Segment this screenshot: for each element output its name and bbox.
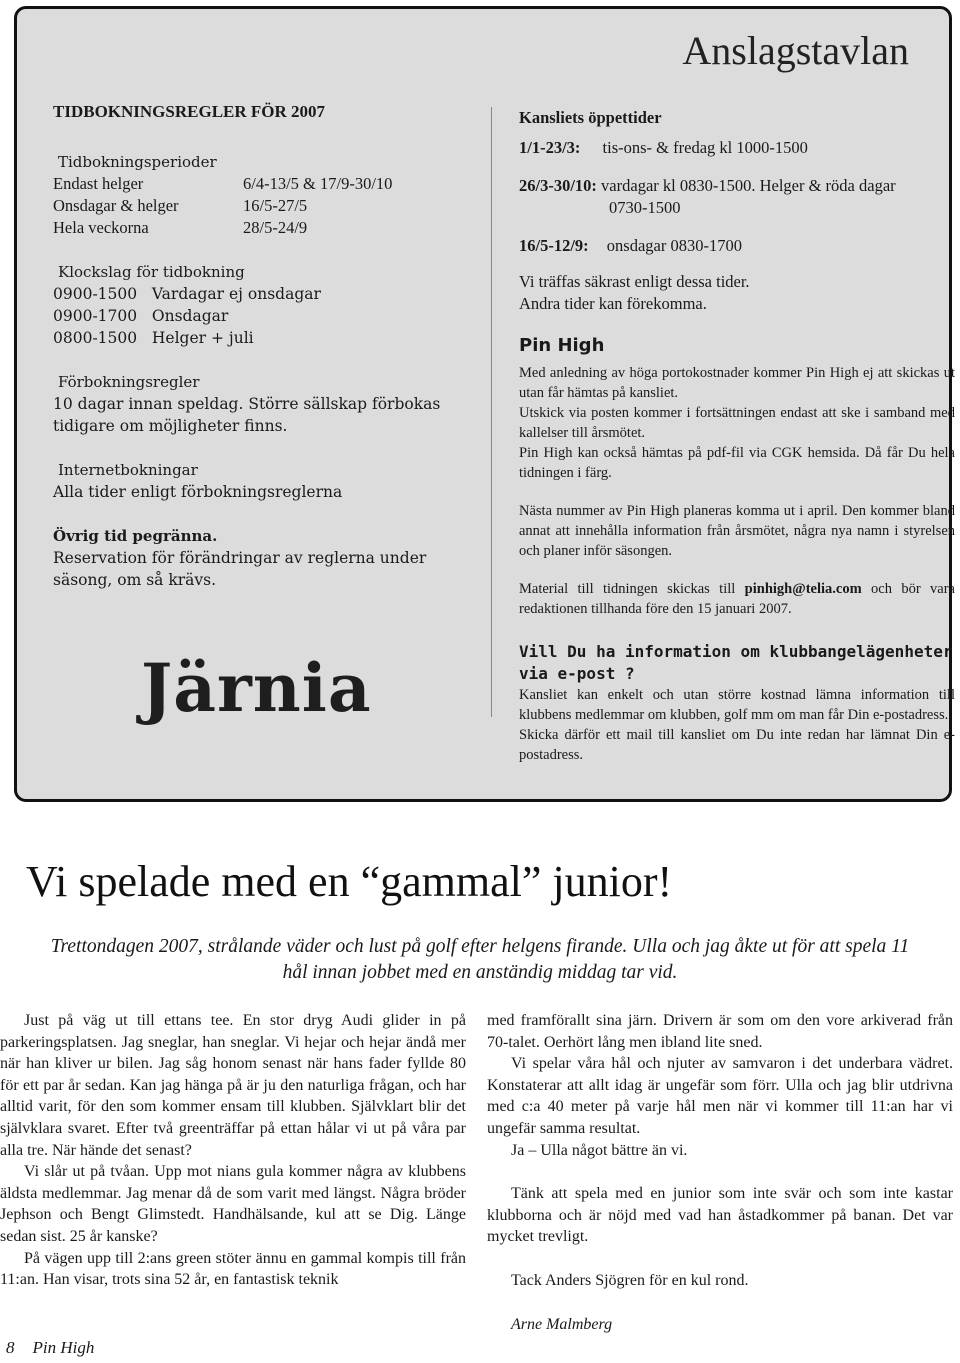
other-time xyxy=(53,525,478,591)
article-paragraph: Just på väg ut till ettans tee. En stor dryg Audi glider in på parkeringsplatsen. Jag sneglar, han sneglar. Vi hejar och hejar ändå mer när han kliver ur bilen. Jag såg honom senast när hans fader fyllde 80 för ett par år sedan. Kan jag hänga på är ju den naturliga frågan, och har alltid varit, för den som kommer ensam till klubben. Självklart blir det självklara svaret. Efter två greenträffar på ettan hålar vi ut på våra par alla tre. När hände det senast? xyxy=(0,1012,466,1159)
period-label: Hela veckorna xyxy=(53,218,149,237)
article-title: Vi spelade med en “gammal” junior! xyxy=(26,857,673,906)
period-row xyxy=(53,195,478,217)
booking-rules-column xyxy=(53,101,478,613)
period-label: Endast helger xyxy=(53,174,144,193)
office-hours-row xyxy=(519,175,955,197)
article-lead: Trettondagen 2007, strålande väder och lust på golf efter helgens firande. Ulla och jag åkte ut för att spela 11 hål innan jobbet med en anständig middag tar vid. xyxy=(50,936,910,983)
prebooking-heading: Förbokningsregler xyxy=(58,373,200,391)
pin-high-heading: Pin High xyxy=(519,335,605,356)
pin-high-text: Pin High kan också hämtas på pdf-fil via CGK hemsida. Då får Du hela tidningen i färg. xyxy=(519,445,955,481)
article-signature: Arne Malmberg xyxy=(511,1315,613,1333)
jarnia-logo: Järnia xyxy=(141,649,372,727)
epost-text: Kansliet kan enkelt och utan större kostnad lämna information till klubbens medlemmar om klubben, golf mm om man får Din e-postadress. xyxy=(519,687,955,723)
office-hours-row xyxy=(519,235,955,257)
pin-high-material xyxy=(519,579,955,619)
board-title: Anslagstavlan xyxy=(682,28,909,73)
booking-times-heading: Klockslag för tidbokning xyxy=(58,263,245,281)
time-line: 0900-1500 Vardagar ej onsdagar xyxy=(53,285,321,303)
page-number: 8 xyxy=(6,1338,15,1357)
office-hours-text: tis-ons- & fredag kl 1000-1500 xyxy=(602,138,808,157)
article-paragraph: Vi spelar våra hål och njuter av samvaron i det underbara vädret. Konstaterar att allt idag är ungefär som förr. Ulla och jag blir utdrivna med c:a 40 meter på varje hål men när vi kommer till 11:an har vi ungefär samma resultat. xyxy=(487,1055,953,1137)
booking-rules-heading: TIDBOKNINGSREGLER FÖR 2007 xyxy=(53,102,326,121)
period-value: 6/4-13/5 & 17/9-30/10 xyxy=(243,174,393,193)
internet-booking-heading: Internetbokningar xyxy=(58,461,198,479)
time-line: 0900-1700 Onsdagar xyxy=(53,307,229,325)
office-hours-heading: Kansliets öppettider xyxy=(519,108,662,127)
office-hours-date: 26/3-30/10: xyxy=(519,176,597,195)
booking-periods xyxy=(53,151,478,239)
article-paragraph: Vi slår ut på tvåan. Upp mot nians gula kommer några av klubbens äldsta medlemmar. Jag menar då de som varit med längst. Några bröder Jephson och Bengt Glimstedt. Handhälsande, kul att se Dig. Länge sedan sist. 25 år kanske? xyxy=(0,1163,466,1245)
other-time-text: Reservation för förändringar av reglerna under säsong, om så krävs. xyxy=(53,549,427,589)
pin-high-text: och bör vara redaktionen tillhanda före den 15 januari 2007. xyxy=(519,581,955,617)
office-hours-text: 0730-1500 xyxy=(609,198,681,217)
office-hours-row xyxy=(519,137,955,159)
office-info-column xyxy=(519,107,955,765)
prebooking-text: 10 dagar innan speldag. Större sällskap förbokas tidigare om möjligheter finns. xyxy=(53,395,441,435)
article-paragraph: Ja – Ulla något bättre än vi. xyxy=(511,1141,688,1159)
time-line: 0800-1500 Helger + juli xyxy=(53,329,254,347)
epost-text: Skicka därför ett mail till kansliet om Du inte redan har lämnat Din e-postadress. xyxy=(519,727,955,763)
pin-high-text: Utskick via posten kommer i fortsättningen endast att ske i samband med kallelser till årsmötet. xyxy=(519,405,955,441)
booking-times xyxy=(53,261,478,349)
article-paragraph: På vägen upp till 2:ans green stöter ännu en gammal kompis till från 11:an. Han visar, trots sina 52 år, en fantastisk teknik xyxy=(0,1249,466,1289)
booking-periods-heading: Tidbokningsperioder xyxy=(58,153,217,171)
period-row xyxy=(53,217,478,239)
prebooking-rules xyxy=(53,371,478,437)
article-column-right xyxy=(487,1010,953,1335)
internet-booking-text: Alla tider enligt förbokningsreglerna xyxy=(53,483,343,501)
internet-booking xyxy=(53,459,478,503)
pin-high-text: Material till tidningen skickas till xyxy=(519,581,745,597)
office-hours-text: onsdagar 0830-1700 xyxy=(606,236,742,255)
pin-high-text: Nästa nummer av Pin High planeras komma ut i april. Den kommer bland annat att innehålla information från årsmötet, några nya namn i styrelsen och planer inför säsongen. xyxy=(519,503,955,559)
office-hours-text: vardagar kl 0830-1500. Helger & röda dagar xyxy=(601,176,896,195)
period-label: Onsdagar & helger xyxy=(53,196,179,215)
column-divider xyxy=(491,107,492,717)
article-paragraph: Tack Anders Sjögren för en kul rond. xyxy=(511,1271,749,1289)
office-hours-date: 1/1-23/3: xyxy=(519,138,581,157)
pin-high-text: Med anledning av höga portokostnader kommer Pin High ej att skickas ut utan får hämtas på kansliet. xyxy=(519,365,955,401)
period-value: 28/5-24/9 xyxy=(243,218,308,237)
notice-board xyxy=(14,6,955,802)
period-row xyxy=(53,173,478,195)
office-note: Andra tider kan förekomma. xyxy=(519,294,707,313)
office-note: Vi träffas säkrast enligt dessa tider. xyxy=(519,272,750,291)
office-hours-date: 16/5-12/9: xyxy=(519,236,589,255)
other-time-heading: Övrig tid pegränna. xyxy=(53,527,218,545)
article-paragraph: Tänk att spela med en junior som inte svär och som inte kastar klubborna och är nöjd med vad han åstadkommer på banan. Det var mycket trevligt. xyxy=(487,1185,953,1246)
epost-heading: Vill Du ha information om klubbangelägenheter via e-post ? xyxy=(519,642,953,683)
article-column-left xyxy=(0,1010,466,1291)
article-paragraph: med framförallt sina järn. Drivern är som om den vore arkiverad från 70-talet. Oerhört lång men ibland lite sned. xyxy=(487,1012,953,1051)
page-footer xyxy=(6,1338,112,1358)
period-value: 16/5-27/5 xyxy=(243,196,308,215)
magazine-name: Pin High xyxy=(32,1338,95,1357)
email-address[interactable]: pinhigh@telia.com xyxy=(744,581,862,597)
